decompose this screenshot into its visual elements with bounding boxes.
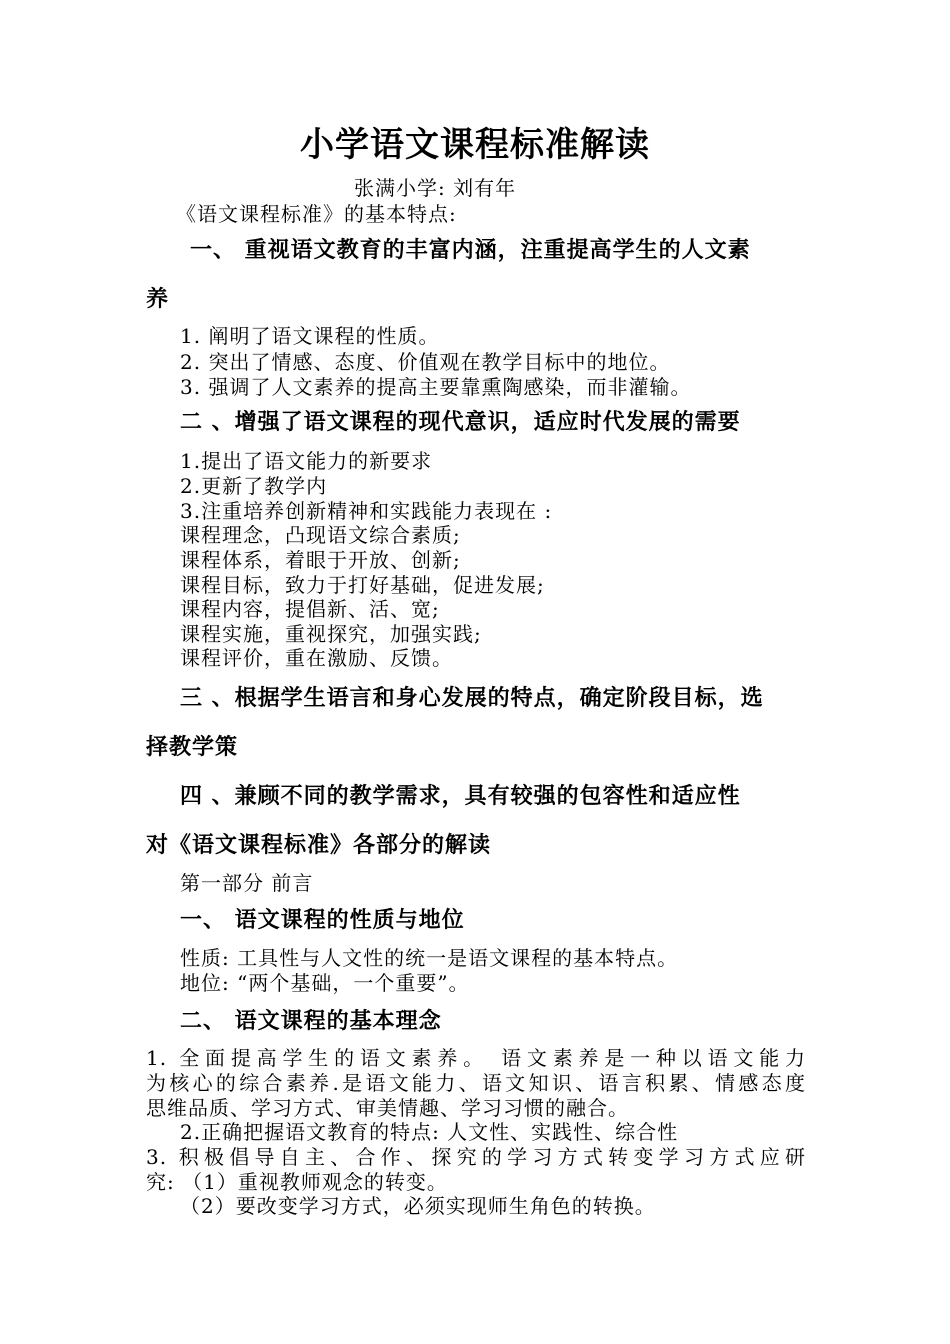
section2-heading: 二 、增强了语文课程的现代意识，适应时代发展的需要 xyxy=(180,410,741,435)
part-heading: 对《语文课程标准》各部分的解读 xyxy=(146,833,492,858)
status-line: 地位: “两个基础，一个重要”。 xyxy=(180,971,470,995)
document-title: 小学语文课程标准解读 xyxy=(300,125,650,165)
author-line: 张满小学: 刘有年 xyxy=(354,176,517,200)
section3-heading-cont: 择教学策 xyxy=(146,735,239,760)
section2-item-8: 课程实施，重视探究，加强实践; xyxy=(180,622,482,646)
section1-heading-cont: 养 xyxy=(146,287,170,312)
section4-heading: 四 、兼顾不同的教学需求，具有较强的包容性和适应性 xyxy=(180,784,741,809)
section1-heading: 一、 重视语文教育的丰富内涵，注重提高学生的人文素 xyxy=(190,238,751,263)
intro-line: 《语文课程标准》的基本特点: xyxy=(176,202,457,226)
section2-item-2: 2.更新了教学内 xyxy=(180,474,328,498)
section2-item-6: 课程目标，致力于打好基础，促进发展; xyxy=(180,573,545,597)
section2-item-7: 课程内容，提倡新、活、宽; xyxy=(180,597,440,621)
section1-item-1: 1. 阐明了语文课程的性质。 xyxy=(180,324,440,348)
principle-1-line-3: 思维品质、学习方式、审美情趣、学习习惯的融合。 xyxy=(146,1096,629,1120)
principle-2: 2.正确把握语文教育的特点: 人文性、实践性、综合性 xyxy=(180,1120,679,1144)
section2-item-1: 1.提出了语文能力的新要求 xyxy=(180,449,433,473)
part1-label: 第一部分 前言 xyxy=(180,871,314,895)
section3-heading: 三 、根据学生语言和身心发展的特点，确定阶段目标，选 xyxy=(180,686,764,711)
part1-sub1-heading: 一、 语文课程的性质与地位 xyxy=(180,908,465,933)
principle-3-line-1: 3. 积极倡导自主、合作、探究的学习方式转变学习方式应研 xyxy=(146,1145,806,1169)
principle-3-line-2: 究: （1）重视教师观念的转变。 xyxy=(146,1170,448,1194)
principle-1-line-1: 1. 全面提高学生的语文素养。 语文素养是一种以语文能力 xyxy=(146,1046,806,1070)
part1-sub2-heading: 二、 语文课程的基本理念 xyxy=(180,1009,442,1034)
nature-line: 性质: 工具性与人文性的统一是语文课程的基本特点。 xyxy=(180,946,679,970)
section2-item-9: 课程评价，重在激励、反馈。 xyxy=(180,646,453,670)
section2-item-5: 课程体系，着眼于开放、创新; xyxy=(180,548,461,572)
section1-item-2: 2. 突出了情感、态度、价值观在教学目标中的地位。 xyxy=(180,350,671,374)
section1-item-3: 3. 强调了人文素养的提高主要靠熏陶感染，而非灌输。 xyxy=(180,375,692,399)
section2-item-3: 3.注重培养创新精神和实践能力表现在 : xyxy=(180,499,553,523)
principle-3-line-3: （2）要改变学习方式，必须实现师生角色的转换。 xyxy=(180,1194,656,1218)
section2-item-4: 课程理念，凸现语文综合素质; xyxy=(180,523,461,547)
principle-1-line-2: 为核心的综合素养.是语文能力、语文知识、语言积累、情感态度 xyxy=(146,1071,806,1095)
